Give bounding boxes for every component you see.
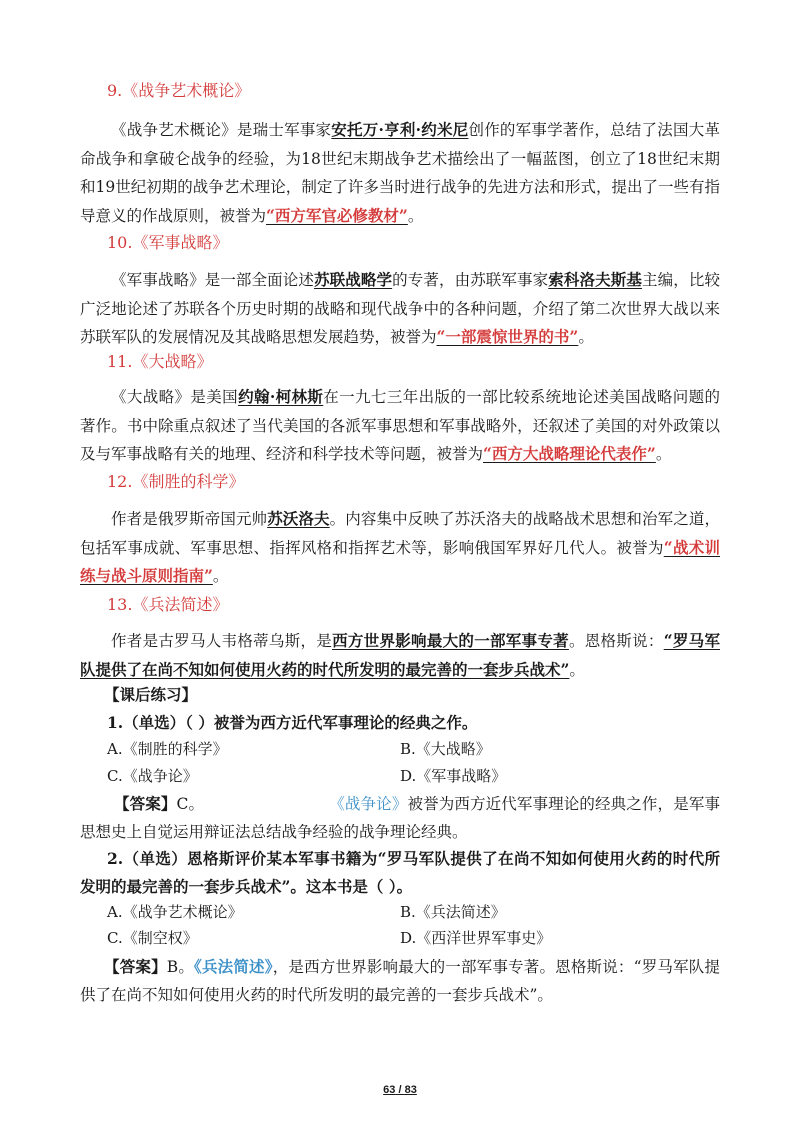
highlight-phrase: “战术训练与战斗原则指南” (80, 537, 720, 585)
answer-2 (80, 953, 720, 1009)
page-current: 63 (383, 1084, 396, 1096)
q1-option-a: A.《制胜的科学》 (107, 740, 228, 758)
q1-option-b: B.《大战略》 (400, 740, 491, 758)
question-2: 2.（单选）恩格斯评价某本军事书籍为“罗马军队提供了在尚不知如何使用火药的时代所发明的最完善的一套步兵战术”。这本书是（ ）。 (80, 849, 720, 896)
section-heading-12: 12.《制胜的科学》 (107, 472, 245, 491)
key-term: 西方世界影响最大的一部军事专著 (332, 631, 569, 650)
text: 的专著，由苏联军事家 (392, 271, 549, 289)
section-heading-13: 13.《兵法简述》 (107, 595, 229, 614)
answer-highlight: 《战争论》 (329, 795, 408, 813)
text: 。内容集中反映了苏沃洛夫的战略战术思想和治军之道，包括军事成就、军事思想、指挥风格和指挥艺术等，影响俄国军界好几代人。被誉为 (80, 510, 720, 557)
question-1: 1.（单选）（ ）被誉为西方近代军事理论的经典之作。 (107, 713, 478, 732)
section-paragraph-12 (80, 505, 720, 591)
answer-letter: B。 (166, 958, 195, 976)
exercise-title: 【课后练习】 (104, 685, 198, 704)
highlight-phrase: “西方大战略理论代表作” (483, 444, 656, 463)
text: 作者是俄罗斯帝国元帅 (111, 510, 268, 528)
highlight-phrase: “西方军官必修教材” (266, 205, 408, 225)
answer-1 (80, 790, 720, 846)
text: 。 (407, 206, 424, 225)
text: 作者是古罗马人韦格蒂乌斯，是 (111, 632, 333, 650)
text: 。 (578, 328, 594, 346)
q1-option-d: D.《军事战略》 (400, 767, 507, 785)
q2-option-d: D.《西洋世界军事史》 (400, 929, 552, 947)
page-number (0, 1084, 800, 1096)
text: 。恩格斯说： (568, 632, 664, 650)
text: 《大战略》是美国 (111, 388, 239, 406)
key-term: 安托万·亨利·约米尼 (331, 120, 469, 139)
q1-option-c: C.《战争论》 (107, 767, 198, 785)
section-heading-10: 10.《军事战略》 (107, 233, 229, 252)
section-paragraph-9 (80, 116, 720, 230)
answer-letter: C。 (176, 795, 205, 813)
key-term: 约翰·柯林斯 (238, 387, 324, 406)
section-heading-9: 9.《战争艺术概论》 (107, 81, 251, 100)
text: 主编，比较广泛地论述了苏联各个历史时期的战略和现代战争中的各种问题，介绍了第二次世界大战以来苏联军队的发展情况及其战略思想发展趋势，被誉为 (80, 271, 720, 346)
answer-label: 【答案】 (114, 794, 177, 813)
answer-label: 【答案】 (104, 957, 167, 976)
page-separator: / (395, 1084, 405, 1096)
key-quote: “罗马军队提供了在尚不知如何使用火药的时代所发明的最完善的一套步兵战术” (80, 631, 720, 679)
page-total: 83 (404, 1084, 417, 1096)
key-term: 苏沃洛夫 (267, 509, 330, 528)
text: 。 (569, 660, 585, 679)
section-paragraph-10 (80, 266, 720, 352)
text: 。 (655, 445, 672, 463)
highlight-phrase: “一部震惊世界的书” (436, 327, 579, 346)
text: 创作的军事学著作，总结了法国大革命战争和拿破仑战争的经验，为18世纪末期战争艺术描绘出了一幅蓝图，创立了18世纪末期和19世纪初期的战争艺术理论，制定了许多当时进行战争的先进方法和形式，提出了一些有指导意义的作战原则，被誉为 (80, 121, 720, 225)
answer-text: 被誉为西方近代军事理论的经典之作，是军事思想史上自觉运用辩证法总结战争经验的战争理论经典。 (80, 795, 720, 841)
q2-option-a: A.《战争艺术概论》 (107, 903, 243, 921)
text: 《战争艺术概论》是瑞士军事家 (111, 121, 332, 139)
section-heading-11: 11.《大战略》 (107, 352, 213, 371)
text: 在一九七三年出版的一部比较系统地论述美国战略问题的著作。书中除重点叙述了当代美国的各派军事思想和军事战略外，还叙述了美国的对外政策以及与军事战略有关的地理、经济和科学技术等问题，被誉为 (80, 388, 720, 463)
section-paragraph-11 (80, 383, 720, 469)
key-term: 苏联战略学 (314, 270, 393, 289)
answer-highlight: 《兵法简述》 (194, 957, 273, 976)
answer-text: ，是西方世界影响最大的一部军事专著。恩格斯说：“罗马军队提供了在尚不知如何使用火药的时代所发明的最完善的一套步兵战术”。 (80, 958, 720, 1004)
text: 《军事战略》是一部全面论述 (111, 271, 315, 289)
section-paragraph-13 (80, 627, 720, 684)
q2-option-b: B.《兵法简述》 (400, 903, 506, 921)
key-term: 索科洛夫斯基 (548, 270, 642, 289)
text: 。 (212, 567, 229, 585)
q2-option-c: C.《制空权》 (107, 929, 198, 947)
